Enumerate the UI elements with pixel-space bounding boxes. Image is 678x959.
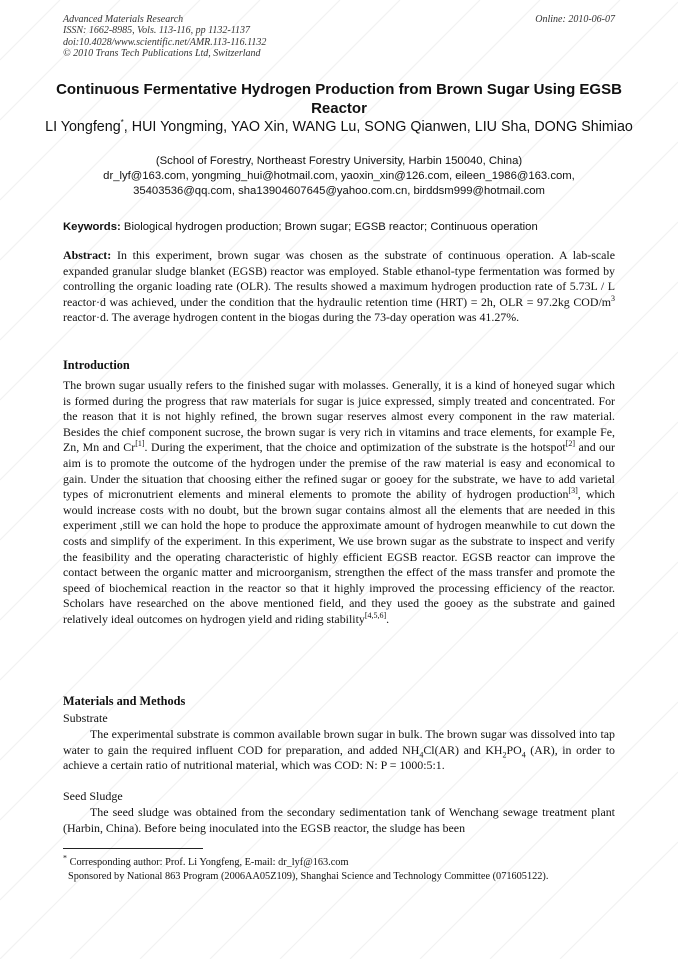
keywords — [63, 220, 615, 234]
author-list — [40, 118, 638, 137]
abstract-label: Abstract: — [63, 248, 112, 262]
abstract — [63, 248, 615, 326]
intro-text: , which would increase costs with no doubt, but the brown sugar contains almost all the elements that are needed in this experiment ,still we can hold the hope to produce the approximate amount of hydrogen meanwhile to cut down the costs and simplify of the experiment. In this experiment, We use brown sugar as the substrate to inspect and verify the feasibility and the operating characteristic of highly efficient EGSB reactor. EGSB reactor can improve the contact between the organic matter and microorganism, strengthen the effect of the mass transfer and promote the speed of biochemical reaction in the reactor so that it highly improved the processing efficiency of the reactor. Scholars have researched on the above mentioned field, and they used the gooey as the substrate and gained relatively ideal outcomes on hydrogen yield and riding stability — [63, 487, 615, 626]
intro-text: The brown sugar usually refers to the finished sugar with molasses. Generally, it is a kind of honeyed sugar which is formed during the progress that raw materials for sugar is juice expressed, simply treated and concentrated. For the reason that it is not highly refined, the brown sugar reserves almost every component in the raw material. Besides the chief component sucrose, the brown sugar is very rich in vitamins and trace elements, for example Fe, Zn, Mn and Cr — [63, 378, 615, 455]
email-line-1: dr_lyf@163.com, yongming_hui@hotmail.com, yaoxin_xin@126.com, eileen_1986@163.com, — [103, 169, 575, 182]
intro-text: . During the experiment, that the choice and optimization of the substrate is the hotspot — [144, 440, 566, 455]
abstract-text-end: reactor·d. The average hydrogen content in the biogas during the 73-day operation was 41.27%. — [63, 310, 520, 325]
online-date: Online: 2010-06-07 — [535, 14, 615, 25]
corresponding-text: Corresponding author: Prof. Li Yongfeng, E-mail: dr_lyf@163.com — [67, 857, 349, 868]
keywords-text: Biological hydrogen production; Brown sugar; EGSB reactor; Continuous operation — [120, 221, 538, 233]
methods-heading: Materials and Methods — [63, 694, 186, 708]
substrate-text: Cl(AR) and KH — [423, 742, 503, 757]
sponsor-footnote: Sponsored by National 863 Program (2006AA05Z109), Shanghai Science and Technology Committee (071605122). — [68, 870, 549, 882]
intro-text: . — [386, 611, 390, 626]
substrate-text: PO — [506, 742, 522, 757]
seed-sludge-heading: Seed Sludge — [63, 789, 123, 803]
copyright-line: © 2010 Trans Tech Publications Ltd, Switzerland — [63, 48, 261, 60]
citation: [2] — [565, 439, 576, 449]
substrate-text: The experimental substrate is common available brown sugar in bulk. The brown sugar was dissolved into tap water to gain the required influent COD for preparation, and added NH — [63, 727, 615, 757]
first-author: LI Yongfeng — [45, 119, 121, 135]
subscript: 4 — [521, 749, 526, 759]
citation: [1] — [135, 439, 145, 449]
footnote-mark: * — [63, 853, 67, 863]
substrate-text: (AR), in order to achieve a certain ratio of nutritional material, which was COD: N: P = 1000:5:1. — [63, 742, 615, 773]
footnote-rule — [63, 848, 203, 849]
affiliation-block — [40, 154, 638, 198]
citation: [4,5,6] — [364, 610, 387, 620]
paper-title: Continuous Fermentative Hydrogen Production from Brown Sugar Using EGSB Reactor — [56, 81, 622, 117]
corresponding-mark: * — [120, 118, 124, 128]
doi-line: doi:10.4028/www.scientific.net/AMR.113-116.1132 — [63, 36, 267, 48]
substrate-paragraph — [63, 727, 615, 774]
subscript: 2 — [502, 749, 507, 759]
superscript: 3 — [611, 293, 615, 303]
seed-sludge-paragraph: The seed sludge was obtained from the secondary sedimentation tank of Wenchang sewage treatment plant (Harbin, China). Before being inoculated into the EGSB reactor, the sludge has been — [63, 805, 615, 835]
corresponding-footnote — [63, 853, 615, 870]
keywords-label: Keywords: — [63, 221, 121, 233]
intro-text: and our aim is to promote the outcome of the hydrogen under the premise of the raw material is easy and economical to gain. Under the situation that choosing either the refined sugar or gooey for the substrate, we have to add varietal types of micronutrient elements and mineral elements to promote the ability of hydrogen production — [63, 440, 616, 502]
footnotes — [63, 853, 615, 883]
journal-header — [63, 14, 615, 60]
other-authors: , HUI Yongming, YAO Xin, WANG Lu, SONG Qianwen, LIU Sha, DONG Shimiao — [123, 119, 633, 135]
introduction-paragraph — [63, 378, 615, 628]
citation: [3] — [568, 486, 578, 496]
introduction-heading: Introduction — [63, 358, 130, 372]
substrate-heading: Substrate — [63, 711, 108, 725]
affiliation-line: (School of Forestry, Northeast Forestry University, Harbin 150040, China) — [155, 155, 523, 167]
email-line-2: 35403536@qq.com, sha13904607645@yahoo.com.cn, birddsm999@hotmail.com — [133, 184, 545, 197]
subscript: 4 — [419, 749, 424, 759]
abstract-text: In this experiment, brown sugar was chosen as the substrate of continuous operation. A lab-scale expanded granular sludge blanket (EGSB) reactor was employed. Stable ethanol-type fermentation was formed by controlling the organic loading rate (OLR). The results showed a maximum hydrogen production rate of 5.73L / L reactor·d was achieved, under the condition that the hydraulic retention time (HRT) = 2h, OLR = 97.2kg COD/m — [63, 248, 615, 309]
issn-line: ISSN: 1662-8985, Vols. 113-116, pp 1132-1137 — [63, 25, 251, 37]
journal-name: Advanced Materials Research — [63, 14, 184, 25]
